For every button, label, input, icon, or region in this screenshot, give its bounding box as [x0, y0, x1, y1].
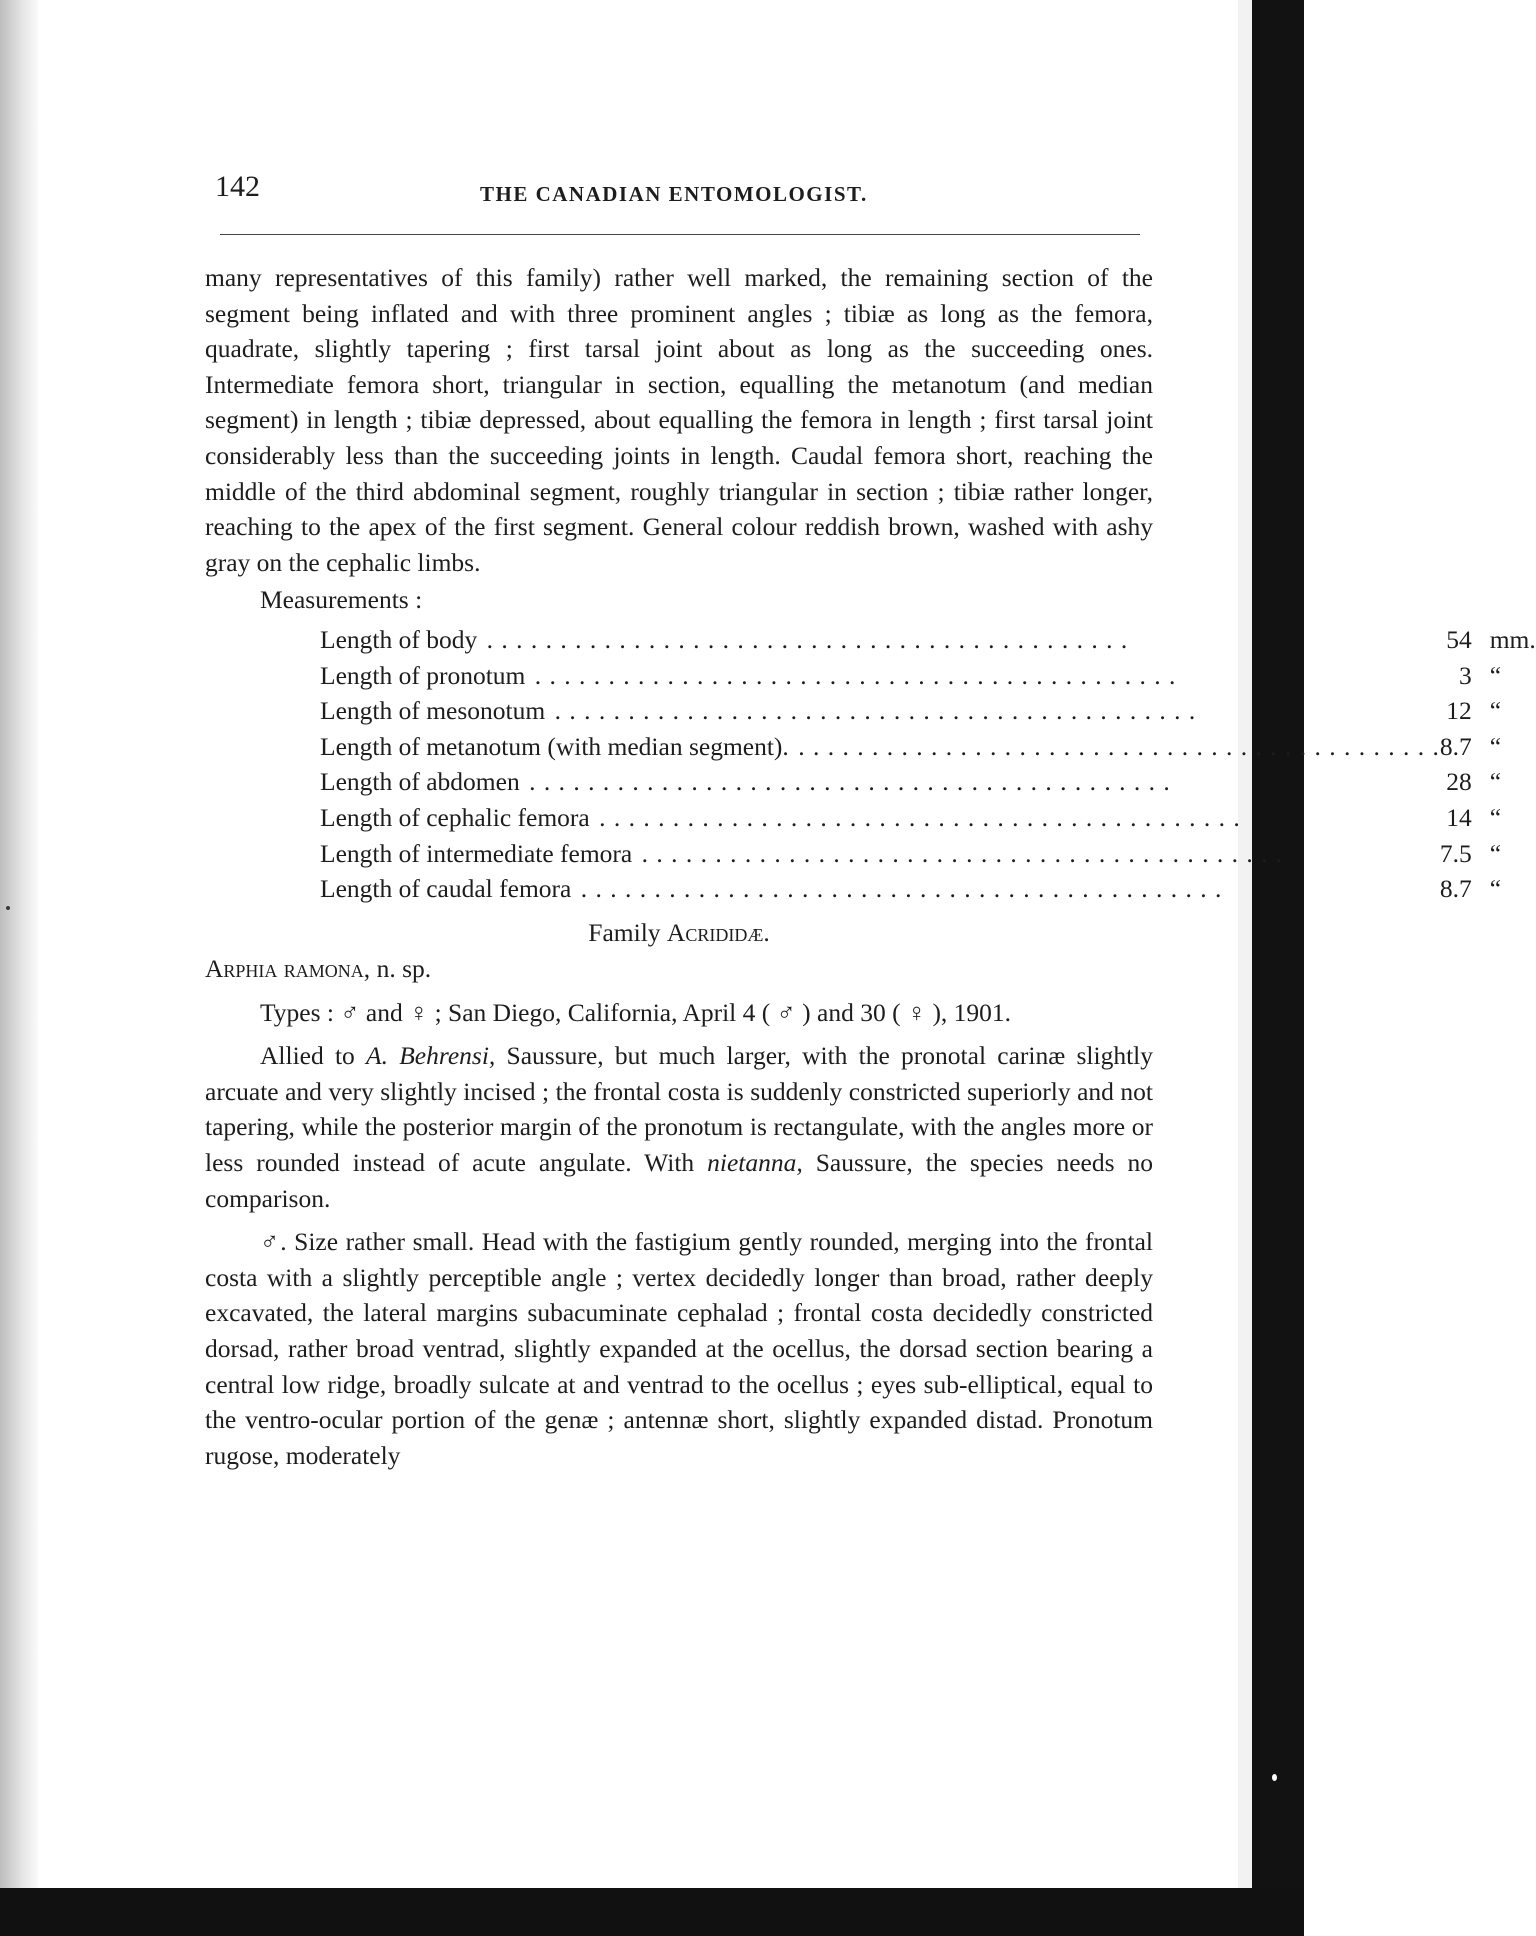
measurement-label: Length of intermediate femora — [320, 838, 633, 868]
measurement-unit: mm. — [1489, 624, 1536, 654]
family-name: Acrididæ. — [666, 917, 770, 947]
measurement-unit: “ — [1489, 696, 1502, 726]
family-prefix: Family — [588, 917, 661, 947]
measurement-value: 8.7 — [1439, 874, 1472, 904]
species-name: Arphia ramona, — [205, 953, 371, 983]
measurement-value: 28 — [1446, 767, 1472, 797]
body-text — [205, 260, 1536, 1473]
scan-right-border — [1252, 0, 1304, 1936]
paragraph-continuation: many representatives of this family) rather well marked, the remaining section of the segment being inflated and with three prominent angles ; tibiæ as long as the femora, quadrate, slightly tapering ; first tarsal joint about as long as the succeeding ones. Intermediate femora short, triangular in section, equalling the metanotum (and median segment) in length ; tibiæ depressed, about equalling the femora in length ; first tarsal joint considerably less than the succeeding joints in length. Caudal femora short, reaching the middle of the third abdominal segment, roughly triangular in section ; tibiæ rather longer, reaching to the apex of the first segment. General colour reddish brown, washed with ashy gray on the cephalic limbs. — [205, 263, 1153, 577]
allied-text-1: Allied to — [260, 1041, 355, 1071]
measurement-label-cell — [320, 729, 1440, 765]
measurement-row — [320, 693, 1536, 729]
measurement-row — [320, 658, 1536, 694]
types-paragraph: Types : ♂ and ♀ ; San Diego, California, April 4 ( ♂ ) and 30 ( ♀ ), 1901. — [260, 997, 1012, 1027]
measurement-unit: “ — [1489, 731, 1502, 761]
measurement-value: 7.5 — [1439, 838, 1472, 868]
measurement-row — [320, 729, 1536, 765]
measurement-value: 14 — [1446, 802, 1472, 832]
measurement-unit: “ — [1489, 767, 1502, 797]
running-head: THE CANADIAN ENTOMOLOGIST. — [480, 182, 868, 206]
speck — [1272, 1774, 1277, 1781]
family-heading — [205, 915, 1153, 951]
measurement-label-cell — [320, 658, 1440, 694]
measurement-row — [320, 800, 1536, 836]
measurement-label-cell — [320, 622, 1440, 658]
measurements-title: Measurements : — [260, 585, 423, 615]
allied-text-2: Saussure, but much larger, with the pronotal carinæ slightly arcuate and very slightly incised ; the frontal costa is suddenly constricted superiorly and not tapering, while the posterior margin of the pronotum is rectangulate, with the angles more or less rounded instead of acute angulate. With — [205, 1041, 1153, 1178]
measurement-value: 8.7 — [1439, 731, 1472, 761]
measurement-label-cell — [320, 693, 1440, 729]
measurement-label-cell — [320, 800, 1440, 836]
measurement-label: Length of cephalic femora — [320, 802, 590, 832]
species-status: n. sp. — [376, 953, 432, 983]
measurement-value: 3 — [1458, 660, 1472, 690]
measurement-label-cell — [320, 871, 1440, 907]
measurement-label: Length of pronotum — [320, 660, 526, 690]
measurement-row — [320, 871, 1536, 907]
page-number: 142 — [215, 170, 260, 203]
measurement-label-cell — [320, 764, 1440, 800]
measurement-label: Length of caudal femora — [320, 874, 572, 904]
page-header — [190, 170, 1160, 232]
measurement-label-cell — [320, 836, 1440, 872]
measurement-unit: “ — [1489, 838, 1502, 868]
species-heading — [205, 951, 1153, 987]
document-page — [190, 170, 1536, 1470]
measurement-unit: “ — [1489, 660, 1502, 690]
scan-left-edge — [0, 0, 38, 1936]
allied-species-ref: A. Behrensi, — [366, 1041, 496, 1071]
measurement-label: Length of abdomen — [320, 767, 520, 797]
male-description-paragraph: ♂. Size rather small. Head with the fastigium gently rounded, merging into the frontal costa with a slightly perceptible angle ; vertex decidedly longer than broad, rather deeply excavated, the lateral margins subacuminate cephalad ; frontal costa decidedly constricted dorsad, rather broad ventrad, slightly expanded at the ocellus, the dorsad section bearing a central low ridge, broadly sulcate at and ventrad to the ocellus ; eyes sub-elliptical, equal to the ventro-ocular portion of the genæ ; antennæ short, slightly expanded distad. Pronotum rugose, moderately — [205, 1227, 1153, 1470]
allied-text-3: Saussure, the species needs no comparison. — [205, 1148, 1154, 1213]
measurement-value: 54 — [1446, 624, 1472, 654]
measurement-unit: “ — [1489, 874, 1502, 904]
header-rule — [220, 234, 1140, 235]
scan-bottom-border — [0, 1888, 1304, 1936]
measurements-table — [320, 622, 1536, 907]
allied-paragraph — [205, 1038, 1153, 1216]
speck — [6, 906, 10, 910]
measurement-label: Length of body — [320, 624, 478, 654]
measurement-row — [320, 764, 1536, 800]
measurement-row — [320, 622, 1536, 658]
measurement-value: 12 — [1446, 696, 1472, 726]
measurement-label: Length of mesonotum — [320, 696, 546, 726]
measurement-label: Length of metanotum (with median segment). — [320, 731, 789, 761]
measurement-row — [320, 836, 1536, 872]
scan-right-gap — [1238, 0, 1252, 1936]
measurement-unit: “ — [1489, 802, 1502, 832]
allied-species-ref-2: nietanna, — [707, 1148, 803, 1178]
